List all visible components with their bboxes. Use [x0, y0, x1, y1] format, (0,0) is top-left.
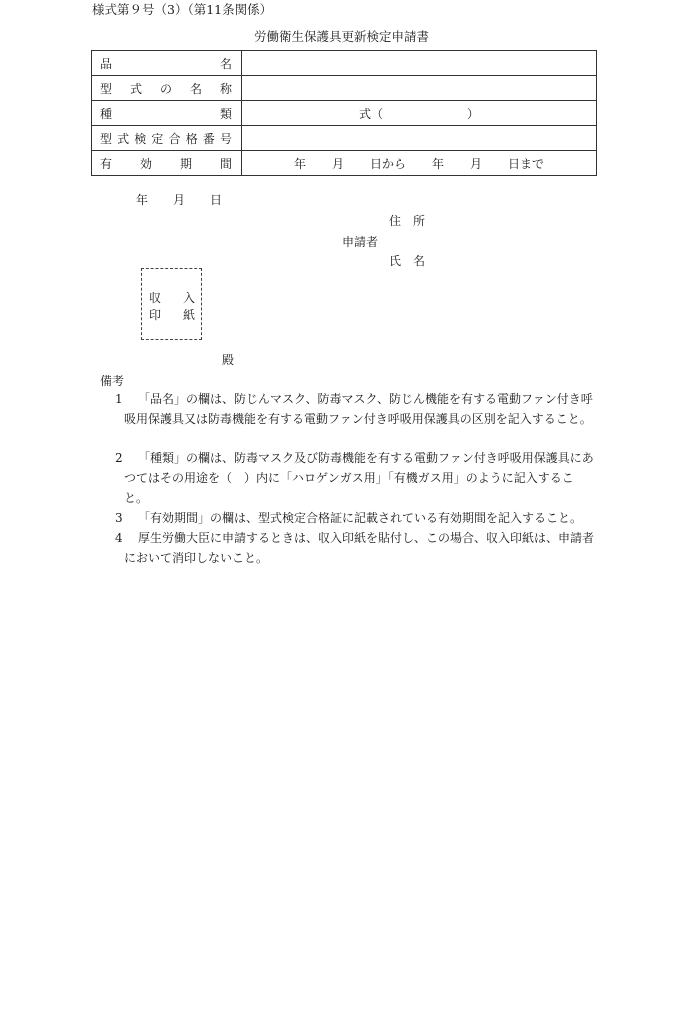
validity-year-to: 年 [432, 156, 445, 171]
date-year: 年 [136, 193, 149, 207]
label-char: 式 [117, 131, 130, 146]
label-validity-period [92, 151, 242, 176]
label-product-name [92, 51, 242, 76]
label-char: 称 [219, 81, 232, 96]
notes-heading: 備考 [100, 374, 125, 388]
form-number: 様式第９号（3）（第11条関係） [92, 2, 273, 17]
date-day: 日 [210, 193, 223, 207]
stamp-char: 入 [182, 291, 195, 305]
label-char: 類 [219, 106, 232, 121]
label-char: 間 [219, 156, 232, 171]
label-char: 名 [189, 81, 202, 96]
document-title: 労働衛生保護具更新検定申請書 [253, 29, 429, 44]
note-text: 「有効期間」の欄は、型式検定合格証に記載されている有効期間を記入すること。 [138, 511, 583, 525]
stamp-char: 紙 [182, 308, 195, 322]
stamp-char: 印 [149, 308, 162, 322]
table-row-product-name [92, 51, 597, 76]
revenue-stamp-box [141, 268, 202, 340]
label-char: 型 [100, 81, 113, 96]
application-table [91, 50, 597, 176]
note-text: 「品名」の欄は、防じんマスク、防毒マスク、防じん機能を有する電動ファン付き呼吸用保護具又は防毒機能を有する電動ファン付き呼吸用保護具の区別を記入すること。 [124, 392, 593, 426]
validity-day-from: 日から [369, 156, 406, 171]
addressee-suffix: 殿 [222, 353, 235, 367]
field-model-name[interactable] [242, 76, 597, 101]
field-type[interactable]: 式（ ） [242, 101, 597, 126]
stamp-row [149, 289, 195, 306]
name-label: 氏 名 [389, 254, 426, 268]
table-row-model-name [92, 76, 597, 101]
note-text: 「種類」の欄は、防毒マスク及び防毒機能を有する電動ファン付き呼吸用保護具にあつてはその用途を（ ）内に「ハロゲンガス用」「有機ガス用」のように記入すること。 [124, 451, 594, 505]
label-char: 検 [134, 131, 147, 146]
note-number: 3 [115, 511, 123, 525]
label-char: 合 [168, 131, 181, 146]
label-char: 種 [100, 106, 113, 121]
note-text: 厚生労働大臣に申請するときは、収入印紙を貼付し、この場合、収入印紙は、申請者において消印しないこと。 [124, 531, 595, 565]
application-date[interactable] [136, 191, 222, 208]
date-month: 月 [173, 193, 186, 207]
label-char: 名 [219, 56, 232, 71]
label-model-name [92, 76, 242, 101]
note-number: 1 [115, 392, 123, 406]
field-validity-period[interactable] [242, 151, 597, 176]
field-product-name[interactable] [242, 51, 597, 76]
note-number: 2 [115, 451, 123, 465]
label-char: 効 [139, 156, 152, 171]
applicant-label: 申請者 [342, 235, 379, 249]
label-char: 番 [202, 131, 215, 146]
label-char: 号 [219, 131, 232, 146]
label-char: 定 [151, 131, 164, 146]
validity-month-from: 月 [331, 156, 344, 171]
label-char: 格 [185, 131, 198, 146]
address-label: 住 所 [389, 214, 426, 228]
stamp-row [149, 306, 195, 323]
label-char: 品 [100, 56, 113, 71]
label-char: 型 [100, 131, 113, 146]
validity-day-to: 日まで [508, 156, 545, 171]
label-certification-number [92, 126, 242, 151]
table-row-validity-period [92, 151, 597, 176]
table-row-type [92, 101, 597, 126]
label-type [92, 101, 242, 126]
label-char: 式 [129, 81, 142, 96]
validity-year-from: 年 [293, 156, 306, 171]
field-certification-number[interactable] [242, 126, 597, 151]
label-char: の [159, 81, 172, 96]
validity-month-to: 月 [470, 156, 483, 171]
table-row-certification-number [92, 126, 597, 151]
note-number: 4 [115, 531, 123, 545]
label-char: 期 [179, 156, 192, 171]
stamp-char: 収 [149, 291, 162, 305]
label-char: 有 [100, 156, 113, 171]
